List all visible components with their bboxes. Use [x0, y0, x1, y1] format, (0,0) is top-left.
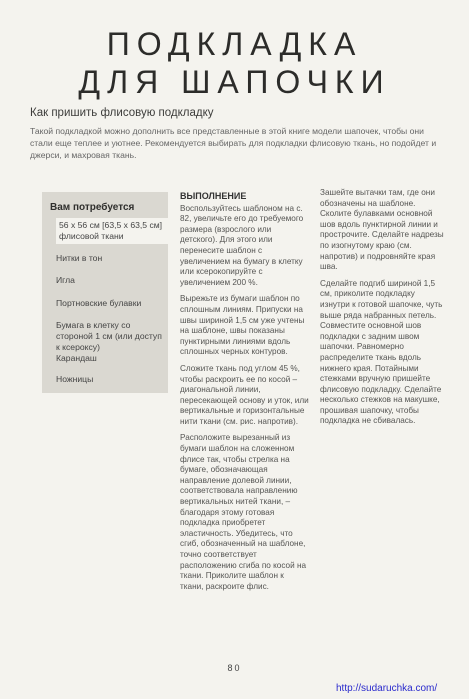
materials-item: Портновские булавки — [56, 298, 142, 308]
materials-item: Игла — [56, 275, 75, 285]
materials-item: Карандаш — [56, 353, 97, 363]
instruction-paragraph: Сложите ткань под углом 45 %, чтобы раскроить ее по косой – диагональной линии, пересекающей основу и уток, или вертикальные и горизонтальные нити ткани (см. рис. напротив). — [180, 363, 309, 426]
instructions-heading: ВЫПОЛНЕНИЕ — [180, 191, 247, 201]
instruction-paragraph: Зашейте вытачки там, где они обозначены на шаблоне. Сколите булавками основной шов вдоль пунктирной линии и прострочите. Сделайте надрезы по изогнутому краю (см. напротив) и подровняйте края шва. — [320, 188, 444, 272]
instruction-paragraph: Расположите вырезанный из бумаги шаблон на сложенном флисе так, чтобы стрелка на бумаге, обозначающая направление долевой линии, соответствовала направлению вертикальных нитей ткани, – благодаря этому готовая подкладка приобретет эластичность. Убедитесь, что сгиб, обозначенный на шаблоне, точно соответствует расположению сгиба по косой на ткани. Приколите шаблон к ткани, раскроите флис. — [180, 433, 307, 591]
materials-item: Нитки в тон — [56, 253, 103, 263]
page-title-line-1: ПОДКЛАДКА — [106, 26, 363, 62]
materials-box — [42, 192, 168, 393]
page-title-line-2: ДЛЯ ШАПОЧКИ — [78, 64, 391, 100]
site-watermark: http://sudaruchka.com/ — [336, 683, 438, 694]
materials-item: Ножницы — [56, 374, 94, 384]
instruction-paragraph: Сделайте подгиб шириной 1,5 см, приколите подкладку изнутри к готовой шапочке, чуть выше ряда набранных петель. Совместите основной шов подкладки с задним швом шапочки. Равномерно распределите ткань вдоль нижнего края. Потайными стежками вручную пришейте флисовую подкладку. Сделайте несколько стежков на макушке, прошивая шапочку, чтобы подкладка не сбивалась. — [320, 278, 443, 426]
materials-heading: Вам потребуется — [50, 202, 135, 213]
intro-paragraph: Такой подкладкой можно дополнить все представленные в этой книге модели шапочек, чтобы они стали еще теплее и уютнее. Рекомендуется выбирать для подкладки флисовую ткань, но подойдет и джерси, и махровая ткань. — [30, 126, 437, 160]
instruction-paragraph: Воспользуйтесь шаблоном на с. 82, увеличьте его до требуемого размера (взрослого или детского). Для этого или перенесите шаблон с увеличением на бумагу в клетку или ксерокопируйте с увеличением 200 %. — [180, 203, 304, 287]
instructions-column-1 — [180, 191, 309, 598]
section-subtitle: Как пришить флисовую подкладку — [30, 107, 214, 119]
page-number: 80 — [227, 663, 242, 673]
materials-item: Бумага в клетку со стороной 1 см (или доступ к ксероксу) — [56, 320, 162, 352]
instructions-column-2 — [320, 188, 444, 433]
materials-fabric-size: 56 x 56 см [63,5 x 63,5 см] флисовой ткани — [56, 218, 174, 244]
instruction-paragraph: Вырежьте из бумаги шаблон по сплошным линиям. Припуски на швы шириной 1,5 см уже учтены на шаблоне, швы показаны пунктирными линиями вдоль сплошных черных контуров. — [180, 294, 305, 357]
